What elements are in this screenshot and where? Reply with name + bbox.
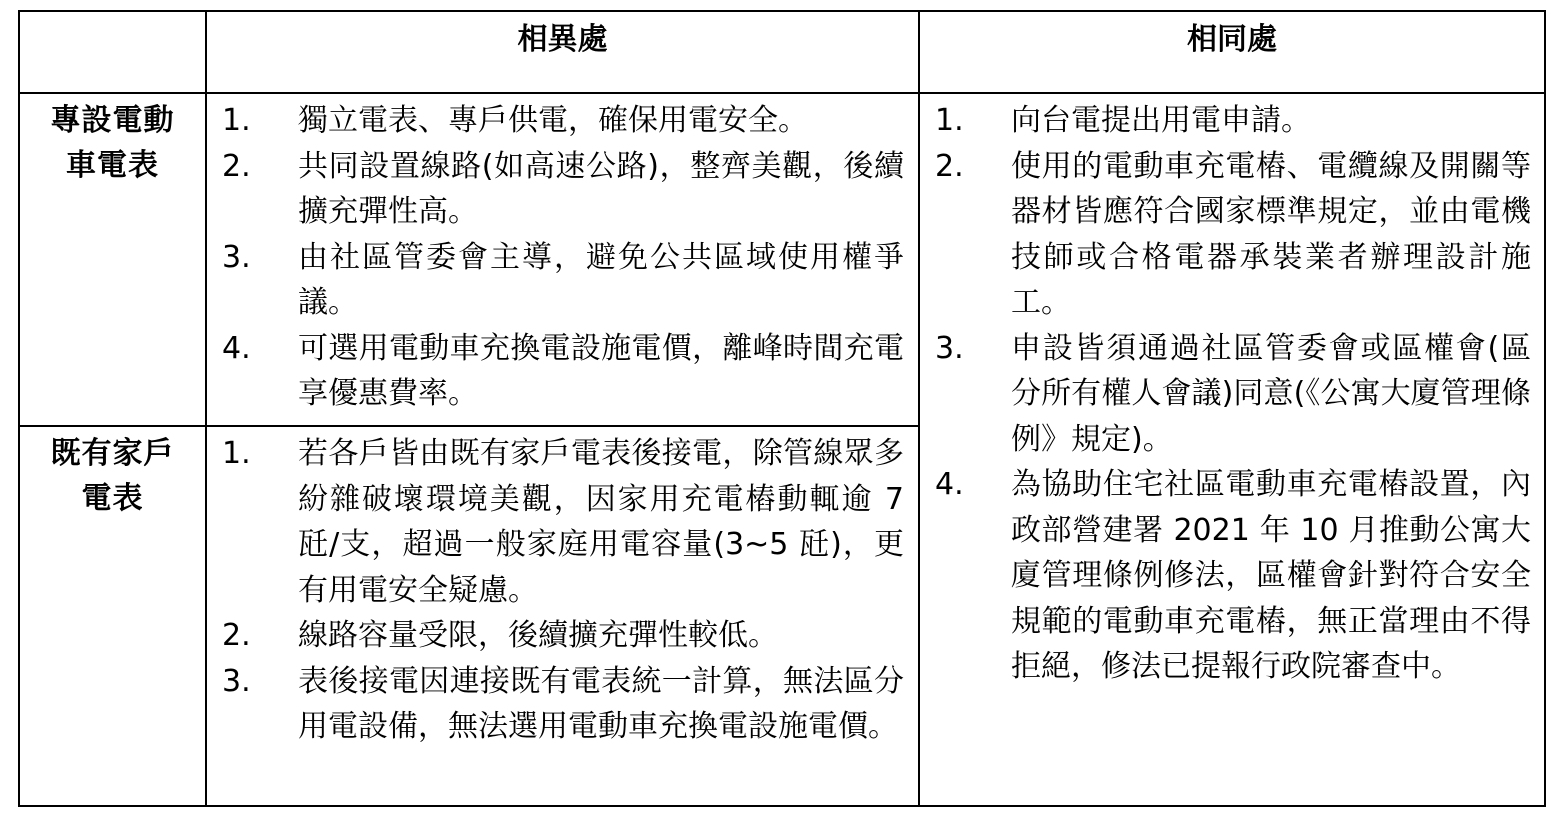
- list-item: [935, 326, 1531, 463]
- list-item-number: 2.: [222, 618, 251, 653]
- list-item-number: 3.: [222, 663, 251, 699]
- table-border-top: [18, 10, 1546, 12]
- column-divider-2: [918, 10, 920, 807]
- column-divider-1: [205, 10, 207, 807]
- list-item-text: 向台電提出用電申請。: [1011, 103, 1311, 138]
- list-item: [222, 98, 904, 144]
- list-item-number: 1.: [222, 103, 251, 138]
- table-border-right: [1544, 10, 1546, 807]
- list-item-text: 申設皆須通過社區管委會或區權會(區分所有權人會議)同意(《公寓大廈管理條例》規定)。: [1011, 330, 1531, 457]
- list-item-number: 1.: [935, 103, 964, 138]
- list-item: [222, 326, 904, 417]
- list-item: [222, 613, 904, 659]
- row-label-dedicated-meter: [20, 98, 205, 188]
- row-label-existing-meter: [20, 431, 205, 521]
- list-item-number: 3.: [935, 330, 964, 366]
- list-item: [222, 235, 904, 326]
- list-item-text: 由社區管委會主導，避免公共區域使用權爭議。: [298, 239, 904, 320]
- list-item-number: 4.: [935, 467, 964, 502]
- list-item: [222, 144, 904, 235]
- list-item: [222, 431, 904, 613]
- list-item-text: 共同設置線路(如高速公路)，整齊美觀，後續擴充彈性高。: [298, 148, 904, 229]
- list-item-text: 線路容量受限，後續擴充彈性較低。: [298, 618, 778, 653]
- differences-list-existing: [222, 431, 904, 750]
- list-item-text: 若各戶皆由既有家戶電表後接電，除管線眾多紛雜破壞環境美觀，因家用充電樁動輒逾 7 瓩/支，超過一般家庭用電容量(3~5 瓩)，更有用電安全疑慮。: [298, 436, 904, 608]
- row-label-line: 既有家戶: [50, 436, 175, 471]
- list-item-text: 可選用電動車充換電設施電價，離峰時間充電享優惠費率。: [298, 330, 904, 411]
- list-item: [935, 98, 1531, 144]
- table-border-bottom: [18, 805, 1546, 807]
- list-item-number: 3.: [222, 239, 251, 275]
- list-item: [222, 659, 904, 750]
- list-item-text: 獨立電表、專戶供電，確保用電安全。: [298, 103, 808, 138]
- list-item-text: 表後接電因連接既有電表統一計算，無法區分用電設備，無法選用電動車充換電設施電價。: [298, 663, 904, 744]
- list-item-text: 使用的電動車充電樁、電纜線及開關等器材皆應符合國家標準規定，並由電機技師或合格電器承裝業者辦理設計施工。: [1011, 148, 1531, 320]
- header-divider: [18, 92, 1546, 94]
- list-item-text: 為協助住宅社區電動車充電樁設置，內政部營建署 2021 年 10 月推動公寓大廈管理條例修法，區權會針對符合安全規範的電動車充電樁，無正當理由不得拒絕，修法已提報行政院審查中。: [1011, 467, 1531, 684]
- differences-list-dedicated: [222, 98, 904, 417]
- list-item: [935, 144, 1531, 326]
- list-item: [935, 462, 1531, 690]
- list-item-number: 2.: [222, 148, 251, 184]
- list-item-number: 4.: [222, 330, 251, 366]
- row-divider: [18, 425, 920, 427]
- header-differences: 相異處: [517, 22, 608, 57]
- row-label-line: 電表: [81, 481, 144, 516]
- row-label-line: 專設電動: [50, 103, 175, 138]
- similarities-list: [935, 98, 1531, 690]
- list-item-number: 1.: [222, 436, 251, 471]
- header-similarities: 相同處: [1187, 22, 1277, 57]
- row-label-line: 車電表: [66, 148, 159, 183]
- list-item-number: 2.: [935, 148, 964, 184]
